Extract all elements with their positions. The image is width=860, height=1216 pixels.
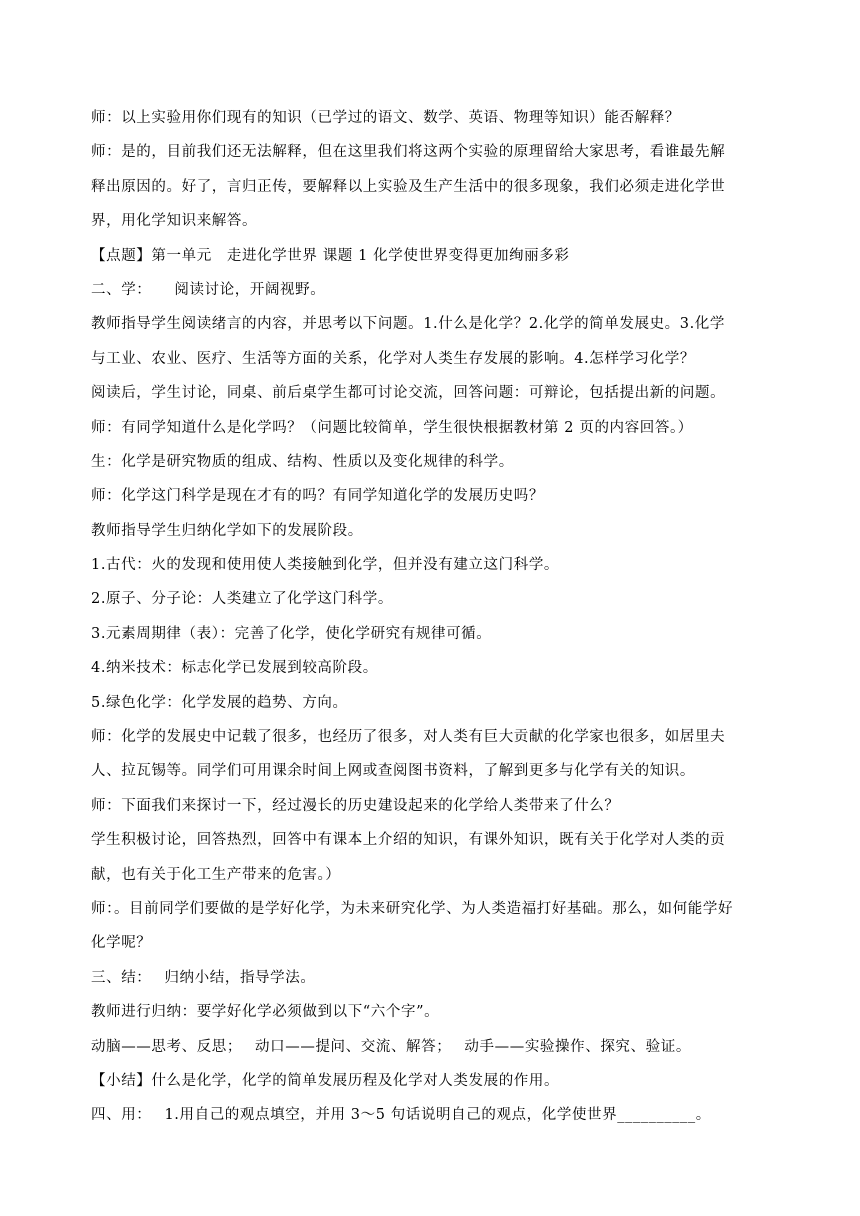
document-body xyxy=(91,108,751,1140)
summary-line: 【小结】什么是化学，化学的简单发展历程及化学对人类发展的作用。 xyxy=(91,1072,560,1089)
text-line: 献，也有关于化工生产带来的危害。） xyxy=(91,866,341,883)
section-heading: 【点题】第一单元 走进化学世界 课题 1 化学使世界变得更加绚丽多彩 xyxy=(91,247,570,264)
list-item: 3.元素周期律（表）：完善了化学，使化学研究有规律可循。 xyxy=(91,625,492,642)
text-line: 师：化学的发展史中记载了很多，也经历了很多，对人类有巨大贡献的化学家也很多，如居里夫 xyxy=(91,729,726,746)
list-item: 2.原子、分子论：人类建立了化学这门科学。 xyxy=(91,591,393,608)
section-heading: 三、结： 归纳小结，指导学法。 xyxy=(91,969,316,986)
text-line: 师：有同学知道什么是化学吗？（问题比较简单，学生很快根据教材第 2 页的内容回答。） xyxy=(91,419,693,436)
text-line: 师：化学这门科学是现在才有的吗？有同学知道化学的发展历史吗？ xyxy=(91,488,544,505)
list-item: 5.绿色化学：化学发展的趋势、方向。 xyxy=(91,694,348,711)
text-line: 师：。目前同学们要做的是学好化学，为未来研究化学、为人类造福打好基础。那么，如何能学好 xyxy=(91,900,734,917)
text-line: 阅读后，学生讨论，同桌、前后桌学生都可讨论交流，回答问题：可辩论，包括提出新的问题。 xyxy=(91,385,726,402)
text-line: 界，用化学知识来解答。 xyxy=(91,213,258,230)
text-line: 教师指导学生阅读绪言的内容，并思考以下问题。1.什么是化学？2.化学的简单发展史。3.化学 xyxy=(91,316,725,333)
text-line: 教师进行归纳：要学好化学必须做到以下“六个字”。 xyxy=(91,1004,440,1021)
text-line: 师：是的，目前我们还无法解释，但在这里我们将这两个实验的原理留给大家思考，看谁最先解 xyxy=(91,144,726,161)
section-heading: 二、学： 阅读讨论，开阔视野。 xyxy=(91,281,326,298)
list-item: 4.纳米技术：标志化学已发展到较高阶段。 xyxy=(91,660,378,677)
text-line: 生：化学是研究物质的组成、结构、性质以及变化规律的科学。 xyxy=(91,453,514,470)
text-line: 师：以上实验用你们现有的知识（已学过的语文、数学、英语、物理等知识）能否解释？ xyxy=(91,110,680,126)
text-line: 与工业、农业、医疗、生活等方面的关系，化学对人类生存发展的影响。4.怎样学习化学？ xyxy=(91,350,695,367)
text-line: 学生积极讨论，回答热烈，回答中有课本上介绍的知识，有课外知识，既有关于化学对人类的贡 xyxy=(91,832,726,849)
section-heading: 四、用： 1.用自己的观点填空，并用 3～5 句话说明自己的观点，化学使世界__________。 xyxy=(91,1107,711,1124)
text-line: 释出原因的。好了，言归正传，要解释以上实验及生产生活中的很多现象，我们必须走进化学世 xyxy=(91,178,726,195)
text-line: 人、拉瓦锡等。同学们可用课余时间上网或查阅图书资料，了解到更多与化学有关的知识。 xyxy=(91,763,695,780)
list-item: 1.古代：火的发现和使用使人类接触到化学，但并没有建立这门科学。 xyxy=(91,557,560,574)
text-line: 师：下面我们来探讨一下，经过漫长的历史建设起来的化学给人类带来了什么？ xyxy=(91,797,620,814)
text-line: 化学呢？ xyxy=(91,935,152,952)
text-line: 教师指导学生归纳化学如下的发展阶段。 xyxy=(91,522,363,539)
text-line: 动脑——思考、反思； 动口——提问、交流、解答； 动手——实验操作、探究、验证。 xyxy=(91,1038,691,1055)
